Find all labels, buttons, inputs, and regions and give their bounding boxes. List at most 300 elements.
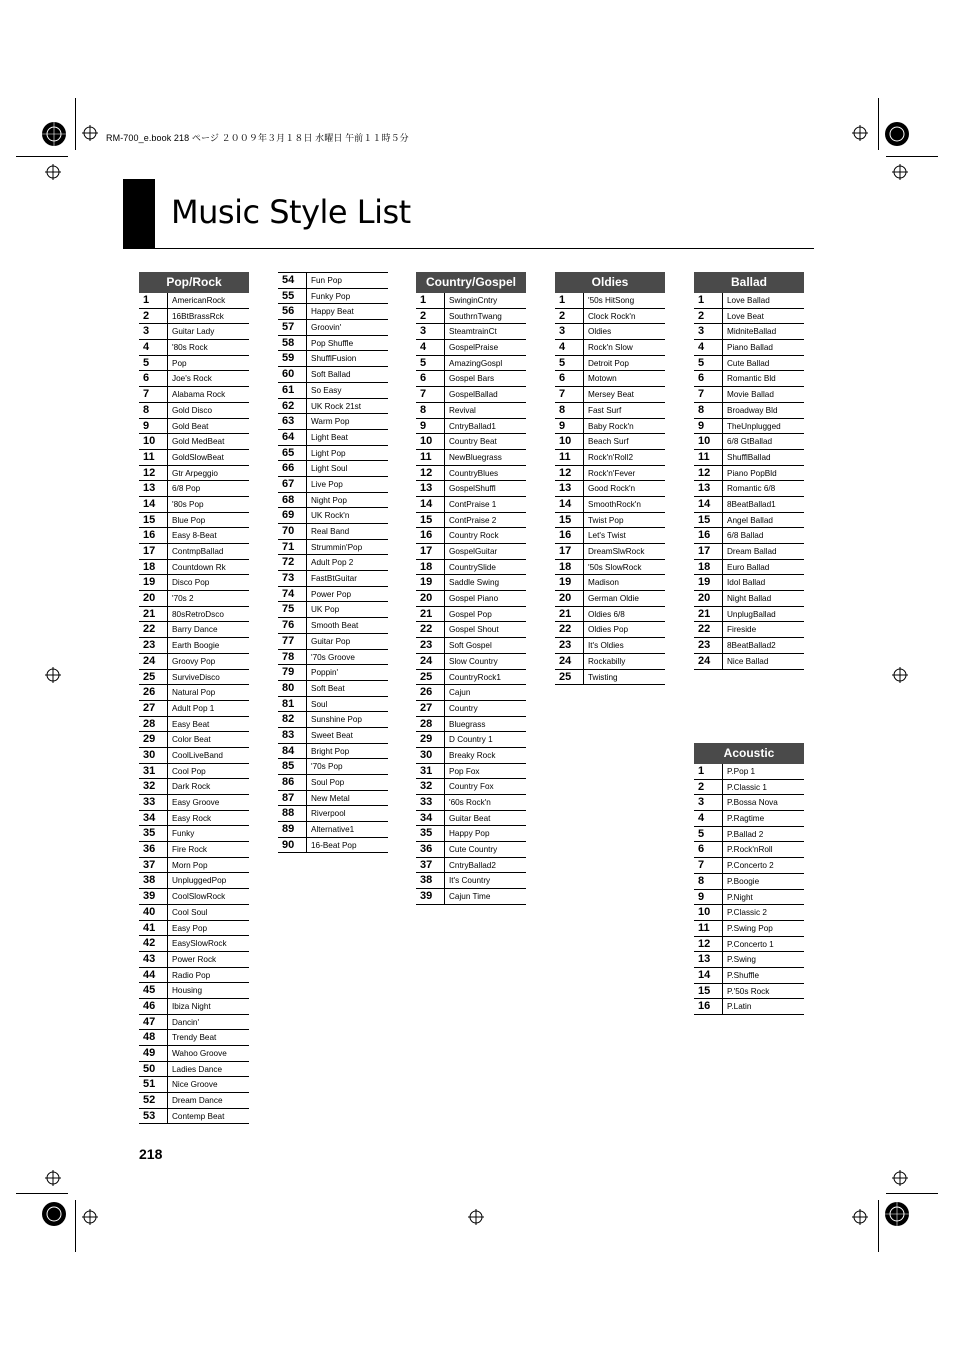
table-row <box>139 481 249 497</box>
table-row <box>555 340 665 356</box>
style-number: 21 <box>416 607 445 622</box>
style-name: 16BtBrassRck <box>172 311 224 321</box>
style-name: Gold MedBeat <box>172 437 225 447</box>
table-row <box>555 575 665 591</box>
style-number: 33 <box>416 795 445 810</box>
crosshair-icon <box>82 125 98 141</box>
style-number: 44 <box>139 968 168 983</box>
style-number: 10 <box>416 434 445 449</box>
style-name: Light Beat <box>311 432 348 442</box>
table-row <box>416 811 526 827</box>
crosshair-icon <box>82 1209 98 1225</box>
style-name: Gtr Arpeggio <box>172 468 218 478</box>
style-number: 2 <box>694 309 723 324</box>
table-row <box>139 293 249 309</box>
table-row <box>139 779 249 795</box>
style-number: 74 <box>278 587 307 602</box>
table-row <box>555 481 665 497</box>
table-row <box>694 654 804 670</box>
style-number: 31 <box>416 764 445 779</box>
table-row <box>416 591 526 607</box>
style-name: P.'50s Rock <box>727 986 770 996</box>
style-name: Night Pop <box>311 495 347 505</box>
style-number: 7 <box>555 387 584 402</box>
style-name: It's Oldies <box>588 641 624 651</box>
style-number: 33 <box>139 795 168 810</box>
style-name: Easy Beat <box>172 719 210 729</box>
style-number: 51 <box>139 1077 168 1092</box>
table-row <box>278 399 388 415</box>
style-name: Dark Rock <box>172 782 211 792</box>
table-row <box>139 1046 249 1062</box>
style-number: 27 <box>416 701 445 716</box>
style-number: 61 <box>278 383 307 398</box>
table-row <box>139 968 249 984</box>
table-row <box>278 461 388 477</box>
style-table-ballad <box>694 272 804 670</box>
style-number: 4 <box>694 340 723 355</box>
style-name: 6/8 Ballad <box>727 531 764 541</box>
table-row <box>694 497 804 513</box>
style-name: UnpluggedPop <box>172 876 227 886</box>
style-table-acoustic <box>694 743 804 1015</box>
table-row <box>139 905 249 921</box>
style-name: Cute Country <box>449 845 498 855</box>
style-number: 1 <box>416 293 445 308</box>
table-row <box>555 607 665 623</box>
table-row <box>416 654 526 670</box>
style-name: P.Bossa Nova <box>727 798 778 808</box>
table-row <box>278 336 388 352</box>
style-number: 15 <box>694 984 723 999</box>
style-number: 7 <box>694 387 723 402</box>
table-row <box>139 748 249 764</box>
table-row <box>278 791 388 807</box>
style-number: 8 <box>139 403 168 418</box>
style-number: 60 <box>278 367 307 382</box>
table-row <box>555 560 665 576</box>
style-name: P.Pop 1 <box>727 767 756 776</box>
table-row <box>416 779 526 795</box>
style-name: Twisting <box>588 672 618 682</box>
table-row <box>139 309 249 325</box>
style-number: 79 <box>278 665 307 680</box>
style-number: 38 <box>139 873 168 888</box>
table-row <box>416 842 526 858</box>
style-name: P.Classic 2 <box>727 908 767 918</box>
style-name: Oldies Pop <box>588 625 629 635</box>
style-name: Sunshine Pop <box>311 715 362 725</box>
style-name: AmericanRock <box>172 296 226 305</box>
style-number: 9 <box>694 419 723 434</box>
table-row <box>278 744 388 760</box>
table-row <box>139 324 249 340</box>
style-name: P.Concerto 1 <box>727 939 774 949</box>
table-row <box>139 1077 249 1093</box>
style-number: 24 <box>555 654 584 669</box>
table-row <box>416 403 526 419</box>
style-name: Wahoo Groove <box>172 1049 227 1058</box>
style-number: 6 <box>694 371 723 386</box>
table-row <box>555 403 665 419</box>
style-name: CountryRock1 <box>449 672 501 682</box>
table-row <box>139 654 249 670</box>
style-name: Poppin' <box>311 668 339 678</box>
style-name: CountrySlide <box>449 562 496 572</box>
style-number: 59 <box>278 351 307 366</box>
table-row <box>278 697 388 713</box>
style-name: ContmpBallad <box>172 547 224 556</box>
crop-mark <box>886 1193 938 1194</box>
style-number: 1 <box>694 293 723 308</box>
table-row <box>416 544 526 560</box>
table-row <box>694 968 804 984</box>
table-row <box>694 622 804 638</box>
table-row <box>139 717 249 733</box>
style-number: 15 <box>139 513 168 528</box>
style-name: 6/8 Pop <box>172 484 201 494</box>
style-name: UK Pop <box>311 605 340 615</box>
registration-target-icon <box>884 1201 910 1227</box>
style-name: Trendy Beat <box>172 1033 217 1043</box>
style-name: D Country 1 <box>449 735 493 745</box>
table-row <box>278 304 388 320</box>
style-name: ContPraise 2 <box>449 515 497 525</box>
style-number: 24 <box>694 654 723 669</box>
page-number: 218 <box>139 1146 163 1162</box>
style-number: 5 <box>694 827 723 842</box>
style-number: 35 <box>139 826 168 841</box>
style-name: '80s Pop <box>172 499 204 509</box>
style-number: 8 <box>555 403 584 418</box>
style-number: 3 <box>416 324 445 339</box>
style-number: 34 <box>139 811 168 826</box>
style-number: 8 <box>416 403 445 418</box>
style-number: 17 <box>555 544 584 559</box>
style-number: 6 <box>416 371 445 386</box>
table-row <box>139 560 249 576</box>
style-name: 8BeatBallad2 <box>727 641 776 651</box>
style-name: GospelBallad <box>449 390 498 400</box>
style-number: 25 <box>139 670 168 685</box>
table-row <box>278 430 388 446</box>
style-name: 16-Beat Pop <box>311 840 357 850</box>
table-row <box>278 602 388 618</box>
table-row <box>416 889 526 905</box>
table-row <box>278 273 388 289</box>
table-row <box>416 560 526 576</box>
style-number: 14 <box>416 497 445 512</box>
style-name: Angel Ballad <box>727 515 773 525</box>
table-row <box>694 874 804 890</box>
table-row <box>555 387 665 403</box>
table-row <box>416 607 526 623</box>
table-row <box>278 759 388 775</box>
style-number: 6 <box>555 371 584 386</box>
table-row <box>139 921 249 937</box>
style-name: Piano Ballad <box>727 343 773 353</box>
style-name: Live Pop <box>311 479 343 489</box>
style-number: 19 <box>139 575 168 590</box>
table-row <box>694 371 804 387</box>
style-number: 19 <box>555 575 584 590</box>
style-name: CntryBallad2 <box>449 860 496 870</box>
style-number: 31 <box>139 764 168 779</box>
table-row <box>278 775 388 791</box>
style-name: Soul <box>311 699 328 709</box>
style-name: ContPraise 1 <box>449 499 497 509</box>
style-name: DreamSlwRock <box>588 547 645 556</box>
style-number: 19 <box>694 575 723 590</box>
style-number: 15 <box>416 513 445 528</box>
style-number: 69 <box>278 508 307 523</box>
table-row <box>416 826 526 842</box>
table-row <box>278 351 388 367</box>
page-title: Music Style List <box>171 193 411 231</box>
table-row <box>694 905 804 921</box>
table-row <box>694 293 804 309</box>
style-table-oldies <box>555 272 665 685</box>
style-number: 34 <box>416 811 445 826</box>
table-row <box>139 340 249 356</box>
style-number: 11 <box>555 450 584 465</box>
style-number: 26 <box>416 685 445 700</box>
table-row <box>694 528 804 544</box>
style-number: 1 <box>139 293 168 308</box>
style-number: 16 <box>139 528 168 543</box>
style-number: 23 <box>139 638 168 653</box>
table-row <box>555 466 665 482</box>
style-number: 32 <box>416 779 445 794</box>
style-number: 18 <box>555 560 584 575</box>
table-row <box>139 638 249 654</box>
crop-mark <box>16 156 68 157</box>
table-row <box>139 1015 249 1031</box>
style-number: 5 <box>416 356 445 371</box>
style-name: Ladies Dance <box>172 1064 223 1074</box>
style-number: 11 <box>694 921 723 936</box>
style-name: P.Ragtime <box>727 814 765 824</box>
style-name: Saddle Swing <box>449 578 500 588</box>
table-row <box>694 858 804 874</box>
style-name: Let's Twist <box>588 531 626 541</box>
crop-mark <box>75 1200 76 1252</box>
table-row <box>555 324 665 340</box>
table-row <box>694 999 804 1015</box>
table-row <box>139 842 249 858</box>
style-name: '70s 2 <box>172 594 194 604</box>
table-row <box>694 795 804 811</box>
style-name: P.Swing <box>727 955 756 965</box>
style-name: Fire Rock <box>172 845 208 855</box>
style-number: 64 <box>278 430 307 445</box>
style-name: Country Fox <box>449 782 494 792</box>
style-number: 11 <box>694 450 723 465</box>
table-row <box>139 513 249 529</box>
style-name: CoolSlowRock <box>172 892 226 902</box>
style-name: UnplugBallad <box>727 609 776 619</box>
style-number: 20 <box>694 591 723 606</box>
table-row <box>278 634 388 650</box>
style-name: Clock Rock'n <box>588 311 636 321</box>
style-number: 12 <box>694 466 723 481</box>
style-name: Contemp Beat <box>172 1111 225 1121</box>
style-name: SouthrnTwang <box>449 311 502 321</box>
style-number: 81 <box>278 697 307 712</box>
table-row <box>694 403 804 419</box>
style-name: CntryBallad1 <box>449 421 496 431</box>
style-number: 48 <box>139 1030 168 1045</box>
title-block <box>123 179 155 249</box>
style-number: 12 <box>416 466 445 481</box>
style-name: Rock'n Slow <box>588 343 633 353</box>
style-name: Pop Shuffle <box>311 338 354 348</box>
table-row <box>416 513 526 529</box>
table-row <box>555 356 665 372</box>
style-name: Joe's Rock <box>172 374 212 384</box>
style-name: FastBtGuitar <box>311 574 357 584</box>
style-number: 45 <box>139 983 168 998</box>
table-row <box>139 732 249 748</box>
style-name: Motown <box>588 374 617 384</box>
style-name: Ibiza Night <box>172 1001 211 1011</box>
style-number: 18 <box>694 560 723 575</box>
table-row <box>278 681 388 697</box>
style-name: '50s HitSong <box>588 296 635 305</box>
style-name: GospelPraise <box>449 343 499 353</box>
style-name: Dream Ballad <box>727 547 777 556</box>
table-row <box>139 858 249 874</box>
style-name: Funky <box>172 829 195 839</box>
table-row <box>694 575 804 591</box>
style-name: UK Rock 21st <box>311 401 362 411</box>
style-name: Rock'n'Fever <box>588 468 636 478</box>
style-name: GospelShuffl <box>449 484 496 494</box>
style-name: Broadway Bld <box>727 405 778 415</box>
style-name: Piano PopBld <box>727 468 777 478</box>
style-number: 23 <box>416 638 445 653</box>
style-name: Easy Groove <box>172 798 220 807</box>
style-name: '60s Rock'n <box>449 798 491 807</box>
style-name: Gold Beat <box>172 421 209 431</box>
table-row <box>139 544 249 560</box>
style-name: P.Swing Pop <box>727 923 773 933</box>
table-row <box>694 780 804 796</box>
style-number: 13 <box>139 481 168 496</box>
style-name: Countdown Rk <box>172 562 226 572</box>
style-number: 6 <box>694 842 723 857</box>
style-name: SteamtrainCt <box>449 327 497 337</box>
table-row <box>694 419 804 435</box>
style-number: 67 <box>278 477 307 492</box>
style-number: 38 <box>416 873 445 888</box>
style-number: 5 <box>694 356 723 371</box>
style-name: Breaky Rock <box>449 750 496 760</box>
style-name: SurviveDisco <box>172 672 220 682</box>
style-number: 16 <box>694 999 723 1014</box>
table-row <box>694 340 804 356</box>
style-name: Groovy Pop <box>172 656 216 666</box>
style-name: Alternative1 <box>311 825 355 835</box>
style-number: 6 <box>139 371 168 386</box>
table-row <box>139 371 249 387</box>
table-row <box>694 984 804 1000</box>
table-row <box>555 654 665 670</box>
style-number: 39 <box>139 889 168 904</box>
style-number: 89 <box>278 822 307 837</box>
style-name: Natural Pop <box>172 688 216 698</box>
table-row <box>694 450 804 466</box>
crosshair-icon <box>892 667 908 683</box>
style-name: Power Pop <box>311 589 352 599</box>
crosshair-icon <box>45 1170 61 1186</box>
table-row <box>139 811 249 827</box>
table-row <box>278 618 388 634</box>
style-number: 10 <box>694 905 723 920</box>
table-row <box>278 838 388 854</box>
table-row <box>278 712 388 728</box>
style-number: 30 <box>416 748 445 763</box>
style-name: P.Ballad 2 <box>727 829 764 839</box>
table-row <box>139 1062 249 1078</box>
style-name: Bluegrass <box>449 719 486 729</box>
style-name: Guitar Pop <box>311 636 351 646</box>
style-name: Madison <box>588 578 619 588</box>
style-number: 25 <box>416 670 445 685</box>
style-number: 3 <box>555 324 584 339</box>
table-row <box>278 508 388 524</box>
style-number: 9 <box>694 890 723 905</box>
style-number: 73 <box>278 571 307 586</box>
table-row <box>139 936 249 952</box>
style-name: Detroit Pop <box>588 358 629 368</box>
style-number: 12 <box>555 466 584 481</box>
style-number: 5 <box>139 356 168 371</box>
style-name: Country <box>449 703 478 713</box>
style-name: Happy Beat <box>311 307 354 317</box>
style-number: 43 <box>139 952 168 967</box>
style-name: '50s SlowRock <box>588 562 642 572</box>
style-number: 3 <box>694 324 723 339</box>
column-header: Ballad <box>694 272 804 293</box>
style-number: 85 <box>278 759 307 774</box>
table-row <box>694 890 804 906</box>
table-row <box>555 371 665 387</box>
table-row <box>416 638 526 654</box>
style-name: Earth Boogie <box>172 641 220 651</box>
style-number: 22 <box>555 622 584 637</box>
style-name: Mersey Beat <box>588 390 634 400</box>
style-name: Radio Pop <box>172 970 211 980</box>
style-name: Nice Ballad <box>727 656 769 666</box>
crosshair-icon <box>852 125 868 141</box>
style-name: Cool Soul <box>172 907 208 917</box>
style-number: 29 <box>139 732 168 747</box>
table-row <box>416 450 526 466</box>
style-number: 9 <box>555 419 584 434</box>
style-name: Love Beat <box>727 311 764 321</box>
table-row <box>278 665 388 681</box>
style-number: 20 <box>555 591 584 606</box>
style-number: 16 <box>416 528 445 543</box>
style-name: P.Concerto 2 <box>727 861 774 871</box>
style-number: 66 <box>278 461 307 476</box>
style-number: 7 <box>139 387 168 402</box>
style-number: 84 <box>278 744 307 759</box>
style-name: Morn Pop <box>172 860 208 870</box>
style-number: 2 <box>139 309 168 324</box>
style-name: Country Beat <box>449 437 497 447</box>
